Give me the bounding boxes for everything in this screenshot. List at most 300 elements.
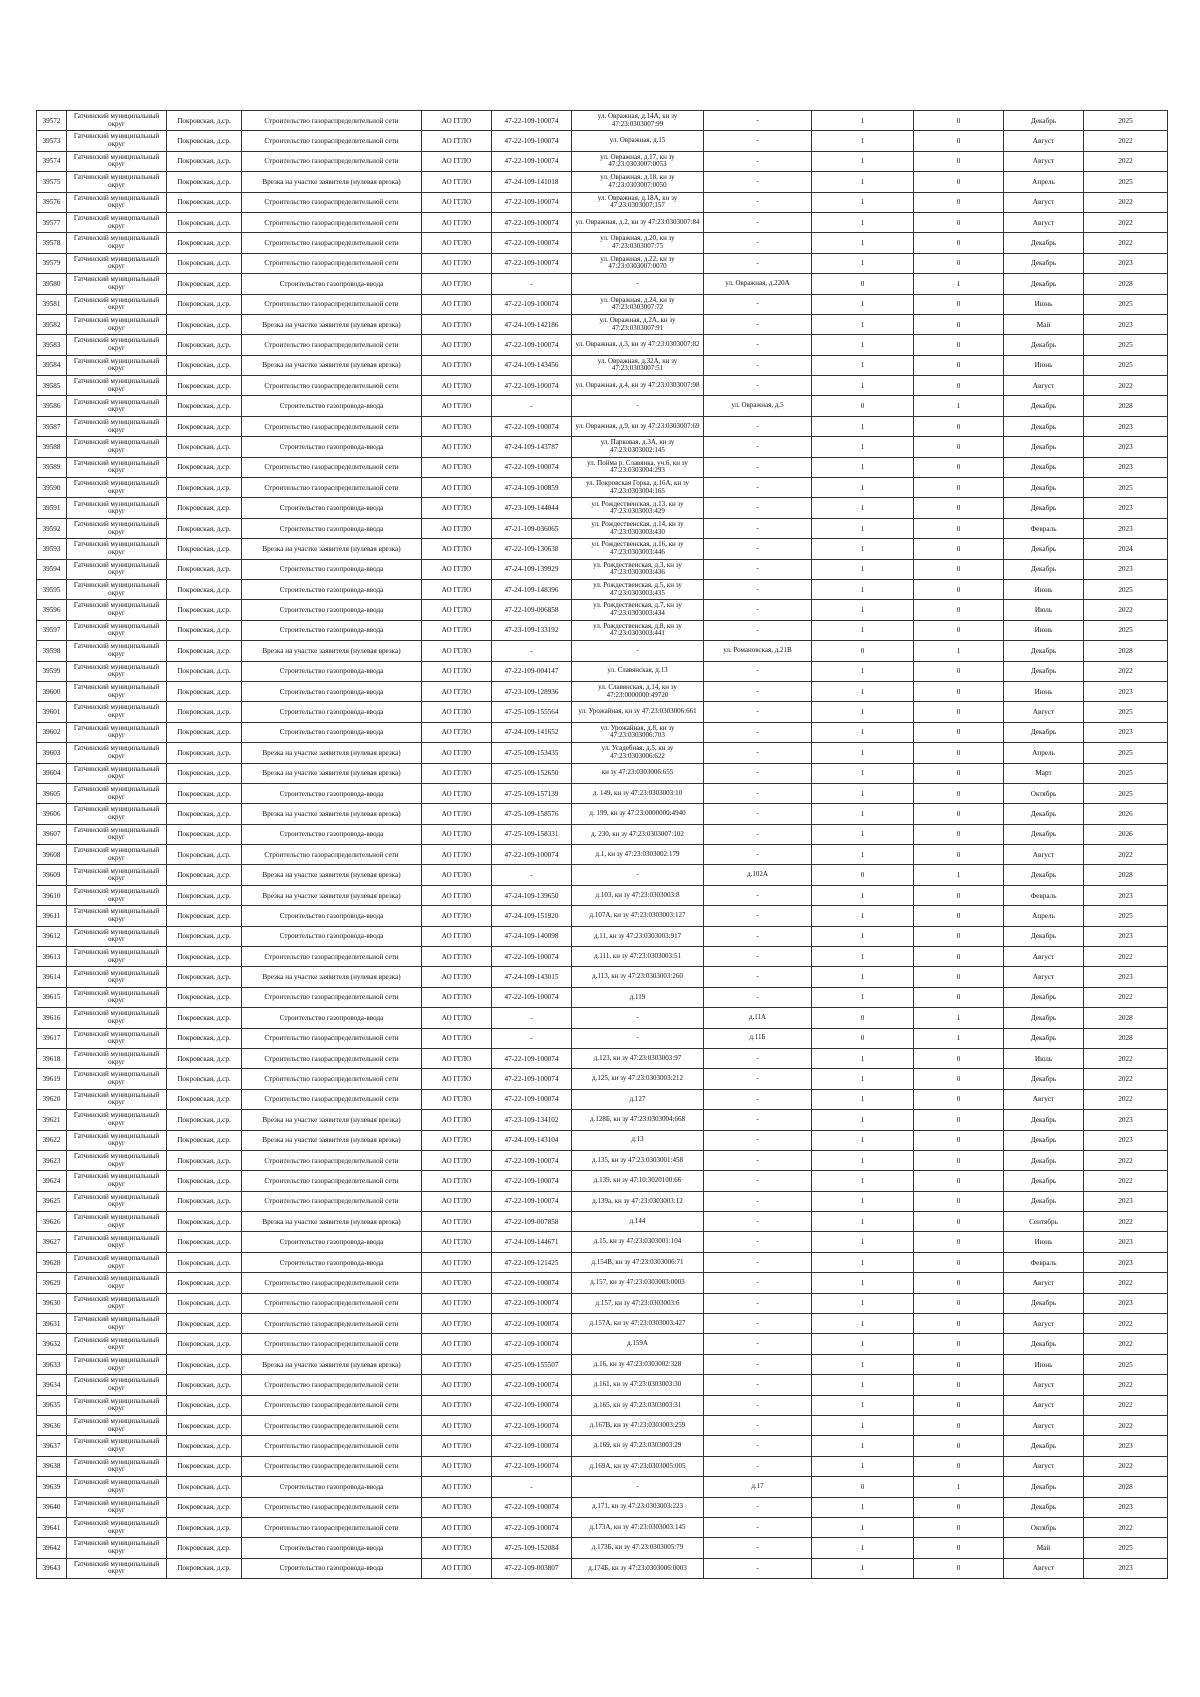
- cell-district: Гатчинский муниципальный округ: [67, 478, 167, 498]
- cell-count-b: 0: [914, 192, 1004, 212]
- cell-year: 2023: [1084, 437, 1168, 457]
- cell-month: Декабрь: [1004, 1436, 1084, 1456]
- cell-month: Июнь: [1004, 355, 1084, 375]
- cell-count-b: 0: [914, 559, 1004, 579]
- cell-year: 2023: [1084, 1558, 1168, 1578]
- cell-address: д.165, кн зу 47:23:0303003:31: [572, 1395, 704, 1415]
- cell-settlement: Покровская, д.ср.: [167, 1150, 242, 1170]
- cell-year: 2023: [1084, 559, 1168, 579]
- cell-request-number: 47-25-109-153435: [492, 743, 572, 763]
- cell-month: Июль: [1004, 1048, 1084, 1068]
- cell-settlement: Покровская, д.ср.: [167, 947, 242, 967]
- cell-year: 2022: [1084, 1273, 1168, 1293]
- cell-request-number: -: [492, 1477, 572, 1497]
- cell-address: ул. Овражная, д.3, кн зу 47:23:0303007:82: [572, 335, 704, 355]
- cell-count-a: 1: [812, 987, 914, 1007]
- cell-count-b: 0: [914, 1048, 1004, 1068]
- cell-organization: АО ГГЛО: [422, 681, 492, 701]
- table-row: [37, 865, 1168, 885]
- cell-planned-address: -: [704, 1416, 812, 1436]
- cell-work-type: Врезка на участке заявителя (нулевая врезка): [242, 1130, 422, 1150]
- table-row: [37, 722, 1168, 742]
- cell-district: Гатчинский муниципальный округ: [67, 1212, 167, 1232]
- cell-district: Гатчинский муниципальный округ: [67, 865, 167, 885]
- cell-work-type: Строительство газопровода-ввода: [242, 702, 422, 722]
- cell-count-a: 1: [812, 1110, 914, 1130]
- cell-count-b: 0: [914, 376, 1004, 396]
- cell-district: Гатчинский муниципальный округ: [67, 661, 167, 681]
- cell-request-number: -: [492, 641, 572, 661]
- cell-request-number: 47-22-109-100074: [492, 457, 572, 477]
- cell-count-b: 0: [914, 212, 1004, 232]
- cell-year: 2022: [1084, 987, 1168, 1007]
- table-row: [37, 906, 1168, 926]
- cell-settlement: Покровская, д.ср.: [167, 539, 242, 559]
- cell-year: 2023: [1084, 498, 1168, 518]
- cell-district: Гатчинский муниципальный округ: [67, 763, 167, 783]
- cell-year: 2025: [1084, 1538, 1168, 1558]
- cell-request-number: 47-24-109-142186: [492, 314, 572, 334]
- cell-organization: АО ГГЛО: [422, 1456, 492, 1476]
- cell-request-number: 47-23-109-133192: [492, 620, 572, 640]
- table-row: [37, 824, 1168, 844]
- cell-district: Гатчинский муниципальный округ: [67, 1232, 167, 1252]
- cell-planned-address: -: [704, 1212, 812, 1232]
- cell-organization: АО ГГЛО: [422, 906, 492, 926]
- gasification-table: [36, 110, 1168, 1579]
- cell-count-a: 1: [812, 906, 914, 926]
- cell-organization: АО ГГЛО: [422, 416, 492, 436]
- cell-id: 39606: [37, 804, 67, 824]
- cell-count-a: 1: [812, 294, 914, 314]
- cell-settlement: Покровская, д.ср.: [167, 1395, 242, 1415]
- cell-count-a: 1: [812, 967, 914, 987]
- cell-organization: АО ГГЛО: [422, 1130, 492, 1150]
- cell-id: 39601: [37, 702, 67, 722]
- cell-organization: АО ГГЛО: [422, 620, 492, 640]
- table-row: [37, 1171, 1168, 1191]
- cell-planned-address: -: [704, 1375, 812, 1395]
- cell-month: Февраль: [1004, 885, 1084, 905]
- cell-district: Гатчинский муниципальный округ: [67, 987, 167, 1007]
- cell-count-b: 0: [914, 1314, 1004, 1334]
- cell-work-type: Строительство газопровода-ввода: [242, 681, 422, 701]
- cell-settlement: Покровская, д.ср.: [167, 1212, 242, 1232]
- cell-organization: АО ГГЛО: [422, 355, 492, 375]
- cell-district: Гатчинский муниципальный округ: [67, 1354, 167, 1374]
- cell-address: ул. Рождественская, д.3, кн зу 47:23:0303003:436: [572, 559, 704, 579]
- cell-request-number: 47-24-109-148396: [492, 579, 572, 599]
- cell-address: -: [572, 1008, 704, 1028]
- table-row: [37, 1273, 1168, 1293]
- cell-count-b: 0: [914, 518, 1004, 538]
- table-row: [37, 1395, 1168, 1415]
- cell-organization: АО ГГЛО: [422, 1354, 492, 1374]
- cell-request-number: 47-21-109-036065: [492, 518, 572, 538]
- cell-id: 39619: [37, 1069, 67, 1089]
- cell-planned-address: -: [704, 539, 812, 559]
- cell-settlement: Покровская, д.ср.: [167, 1334, 242, 1354]
- cell-request-number: 47-24-109-143787: [492, 437, 572, 457]
- cell-count-a: 1: [812, 804, 914, 824]
- cell-organization: АО ГГЛО: [422, 926, 492, 946]
- cell-count-a: 1: [812, 1273, 914, 1293]
- cell-district: Гатчинский муниципальный округ: [67, 1048, 167, 1068]
- cell-organization: АО ГГЛО: [422, 1191, 492, 1211]
- cell-count-b: 0: [914, 355, 1004, 375]
- cell-address: д.11, кн зу 47:23:0303003:917: [572, 926, 704, 946]
- table-row: [37, 1416, 1168, 1436]
- cell-district: Гатчинский муниципальный округ: [67, 1008, 167, 1028]
- cell-month: Июнь: [1004, 1232, 1084, 1252]
- cell-request-number: 47-24-109-143456: [492, 355, 572, 375]
- cell-work-type: Строительство газопровода-ввода: [242, 579, 422, 599]
- cell-count-a: 1: [812, 1538, 914, 1558]
- cell-work-type: Строительство газораспределительной сети: [242, 1314, 422, 1334]
- cell-request-number: 47-25-109-155507: [492, 1354, 572, 1374]
- cell-settlement: Покровская, д.ср.: [167, 804, 242, 824]
- table-row: [37, 1477, 1168, 1497]
- cell-month: Август: [1004, 967, 1084, 987]
- cell-count-b: 0: [914, 1110, 1004, 1130]
- cell-month: Август: [1004, 212, 1084, 232]
- cell-request-number: 47-22-109-100074: [492, 1517, 572, 1537]
- cell-id: 39620: [37, 1089, 67, 1109]
- cell-settlement: Покровская, д.ср.: [167, 1110, 242, 1130]
- cell-count-a: 1: [812, 722, 914, 742]
- table-row: [37, 1232, 1168, 1252]
- cell-planned-address: -: [704, 1558, 812, 1578]
- cell-organization: АО ГГЛО: [422, 641, 492, 661]
- cell-month: Декабрь: [1004, 1334, 1084, 1354]
- cell-settlement: Покровская, д.ср.: [167, 967, 242, 987]
- cell-district: Гатчинский муниципальный округ: [67, 1171, 167, 1191]
- cell-settlement: Покровская, д.ср.: [167, 1273, 242, 1293]
- cell-id: 39607: [37, 824, 67, 844]
- cell-organization: АО ГГЛО: [422, 845, 492, 865]
- cell-count-a: 1: [812, 947, 914, 967]
- cell-work-type: Строительство газораспределительной сети: [242, 457, 422, 477]
- cell-planned-address: -: [704, 763, 812, 783]
- cell-district: Гатчинский муниципальный округ: [67, 294, 167, 314]
- cell-organization: АО ГГЛО: [422, 722, 492, 742]
- cell-count-a: 1: [812, 233, 914, 253]
- cell-district: Гатчинский муниципальный округ: [67, 824, 167, 844]
- cell-settlement: Покровская, д.ср.: [167, 457, 242, 477]
- cell-month: Декабрь: [1004, 559, 1084, 579]
- cell-district: Гатчинский муниципальный округ: [67, 172, 167, 192]
- cell-month: Декабрь: [1004, 1069, 1084, 1089]
- cell-organization: АО ГГЛО: [422, 967, 492, 987]
- cell-request-number: -: [492, 1008, 572, 1028]
- cell-count-b: 0: [914, 1273, 1004, 1293]
- cell-month: Декабрь: [1004, 804, 1084, 824]
- cell-address: д.123, кн зу 47:23:0303003:97: [572, 1048, 704, 1068]
- cell-planned-address: -: [704, 212, 812, 232]
- cell-count-b: 0: [914, 457, 1004, 477]
- cell-planned-address: -: [704, 314, 812, 334]
- cell-id: 39617: [37, 1028, 67, 1048]
- cell-year: 2028: [1084, 396, 1168, 416]
- cell-address: ул. Парковая, д.3А, кн зу 47:23:0303002:145: [572, 437, 704, 457]
- cell-settlement: Покровская, д.ср.: [167, 845, 242, 865]
- cell-request-number: 47-23-109-144044: [492, 498, 572, 518]
- cell-address: д. 199, кн зу 47:23:0000000:4940: [572, 804, 704, 824]
- cell-settlement: Покровская, д.ср.: [167, 620, 242, 640]
- cell-district: Гатчинский муниципальный округ: [67, 579, 167, 599]
- table-row: [37, 926, 1168, 946]
- cell-address: ул. Овражная, д.2А, кн зу 47:23:0303007:91: [572, 314, 704, 334]
- cell-work-type: Строительство газораспределительной сети: [242, 1416, 422, 1436]
- cell-id: 39585: [37, 376, 67, 396]
- cell-work-type: Строительство газопровода-ввода: [242, 783, 422, 803]
- cell-request-number: 47-22-109-100074: [492, 1150, 572, 1170]
- cell-planned-address: -: [704, 151, 812, 171]
- table-row: [37, 1008, 1168, 1028]
- cell-request-number: 47-22-109-100074: [492, 1314, 572, 1334]
- cell-request-number: 47-23-109-128936: [492, 681, 572, 701]
- cell-count-b: 0: [914, 1293, 1004, 1313]
- cell-month: Декабрь: [1004, 1497, 1084, 1517]
- cell-id: 39594: [37, 559, 67, 579]
- cell-count-a: 1: [812, 600, 914, 620]
- cell-month: Декабрь: [1004, 1150, 1084, 1170]
- cell-request-number: 47-22-109-100074: [492, 1293, 572, 1313]
- cell-district: Гатчинский муниципальный округ: [67, 967, 167, 987]
- cell-work-type: Строительство газопровода-ввода: [242, 1558, 422, 1578]
- cell-settlement: Покровская, д.ср.: [167, 355, 242, 375]
- cell-month: Декабрь: [1004, 437, 1084, 457]
- cell-year: 2022: [1084, 151, 1168, 171]
- cell-request-number: 47-22-109-130638: [492, 539, 572, 559]
- cell-request-number: 47-22-109-100074: [492, 845, 572, 865]
- cell-id: 39643: [37, 1558, 67, 1578]
- cell-planned-address: -: [704, 253, 812, 273]
- cell-month: Декабрь: [1004, 233, 1084, 253]
- cell-id: 39608: [37, 845, 67, 865]
- cell-work-type: Врезка на участке заявителя (нулевая врезка): [242, 743, 422, 763]
- cell-address: д.154В, кн зу 47:23:0303006:71: [572, 1252, 704, 1272]
- cell-organization: АО ГГЛО: [422, 1538, 492, 1558]
- cell-address: ул. Рождественская, д.5, кн зу 47:23:0303003:435: [572, 579, 704, 599]
- cell-count-a: 1: [812, 1558, 914, 1578]
- cell-settlement: Покровская, д.ср.: [167, 376, 242, 396]
- table-row: [37, 1130, 1168, 1150]
- cell-year: 2023: [1084, 1130, 1168, 1150]
- cell-count-a: 0: [812, 1008, 914, 1028]
- cell-year: 2025: [1084, 294, 1168, 314]
- cell-planned-address: -: [704, 1252, 812, 1272]
- cell-address: д.159А: [572, 1334, 704, 1354]
- cell-district: Гатчинский муниципальный округ: [67, 212, 167, 232]
- cell-work-type: Строительство газораспределительной сети: [242, 1048, 422, 1068]
- cell-settlement: Покровская, д.ср.: [167, 1069, 242, 1089]
- cell-year: 2024: [1084, 539, 1168, 559]
- cell-address: ул. Овражная, д.9, кн зу 47:23:0303007:69: [572, 416, 704, 436]
- table-row: [37, 1517, 1168, 1537]
- cell-address: д.171, кн зу 47:23:0303003:223: [572, 1497, 704, 1517]
- cell-request-number: 47-24-109-151920: [492, 906, 572, 926]
- cell-planned-address: -: [704, 233, 812, 253]
- cell-organization: АО ГГЛО: [422, 1232, 492, 1252]
- cell-request-number: 47-22-109-100074: [492, 376, 572, 396]
- cell-work-type: Строительство газопровода-ввода: [242, 559, 422, 579]
- table-row: [37, 947, 1168, 967]
- cell-work-type: Строительство газопровода-ввода: [242, 1008, 422, 1028]
- cell-organization: АО ГГЛО: [422, 539, 492, 559]
- cell-month: Декабрь: [1004, 396, 1084, 416]
- cell-settlement: Покровская, д.ср.: [167, 192, 242, 212]
- cell-year: 2023: [1084, 1110, 1168, 1130]
- cell-organization: АО ГГЛО: [422, 783, 492, 803]
- cell-district: Гатчинский муниципальный округ: [67, 926, 167, 946]
- table-row: [37, 111, 1168, 131]
- cell-count-b: 0: [914, 1395, 1004, 1415]
- cell-settlement: Покровская, д.ср.: [167, 641, 242, 661]
- cell-settlement: Покровская, д.ср.: [167, 274, 242, 294]
- cell-year: 2022: [1084, 1069, 1168, 1089]
- cell-id: 39609: [37, 865, 67, 885]
- cell-planned-address: -: [704, 1497, 812, 1517]
- cell-work-type: Строительство газораспределительной сети: [242, 1089, 422, 1109]
- cell-count-a: 1: [812, 885, 914, 905]
- cell-count-b: 0: [914, 967, 1004, 987]
- cell-work-type: Строительство газораспределительной сети: [242, 1191, 422, 1211]
- cell-count-b: 0: [914, 253, 1004, 273]
- cell-year: 2023: [1084, 518, 1168, 538]
- cell-count-a: 1: [812, 845, 914, 865]
- cell-district: Гатчинский муниципальный округ: [67, 722, 167, 742]
- cell-district: Гатчинский муниципальный округ: [67, 1089, 167, 1109]
- cell-address: ул. Овражная, д.32А, кн зу 47:23:0303007:51: [572, 355, 704, 375]
- cell-count-a: 1: [812, 539, 914, 559]
- cell-district: Гатчинский муниципальный округ: [67, 396, 167, 416]
- cell-organization: АО ГГЛО: [422, 518, 492, 538]
- cell-work-type: Строительство газораспределительной сети: [242, 1497, 422, 1517]
- cell-district: Гатчинский муниципальный округ: [67, 1150, 167, 1170]
- cell-settlement: Покровская, д.ср.: [167, 314, 242, 334]
- cell-planned-address: -: [704, 661, 812, 681]
- cell-planned-address: -: [704, 579, 812, 599]
- cell-organization: АО ГГЛО: [422, 1048, 492, 1068]
- cell-year: 2026: [1084, 804, 1168, 824]
- cell-month: Декабрь: [1004, 1110, 1084, 1130]
- cell-month: Декабрь: [1004, 335, 1084, 355]
- cell-district: Гатчинский муниципальный округ: [67, 681, 167, 701]
- cell-request-number: 47-24-109-141652: [492, 722, 572, 742]
- cell-planned-address: -: [704, 437, 812, 457]
- cell-month: Декабрь: [1004, 539, 1084, 559]
- cell-organization: АО ГГЛО: [422, 1497, 492, 1517]
- cell-request-number: 47-22-109-100074: [492, 131, 572, 151]
- cell-count-a: 0: [812, 641, 914, 661]
- cell-work-type: Строительство газораспределительной сети: [242, 212, 422, 232]
- cell-id: 39573: [37, 131, 67, 151]
- cell-work-type: Врезка на участке заявителя (нулевая врезка): [242, 885, 422, 905]
- cell-month: Август: [1004, 1273, 1084, 1293]
- cell-district: Гатчинский муниципальный округ: [67, 274, 167, 294]
- cell-count-a: 1: [812, 1416, 914, 1436]
- cell-planned-address: -: [704, 478, 812, 498]
- cell-planned-address: д.17: [704, 1477, 812, 1497]
- cell-count-b: 0: [914, 437, 1004, 457]
- cell-work-type: Строительство газопровода-ввода: [242, 620, 422, 640]
- cell-work-type: Строительство газопровода-ввода: [242, 824, 422, 844]
- cell-address: ул. Рождественская, д.13, кн зу 47:23:0303003:429: [572, 498, 704, 518]
- cell-district: Гатчинский муниципальный округ: [67, 743, 167, 763]
- cell-address: ул. Покровская Горка, д.16А, кн зу 47:23:0303004:165: [572, 478, 704, 498]
- cell-planned-address: -: [704, 1517, 812, 1537]
- cell-planned-address: -: [704, 457, 812, 477]
- cell-planned-address: -: [704, 926, 812, 946]
- table-row: [37, 1436, 1168, 1456]
- cell-work-type: Строительство газораспределительной сети: [242, 294, 422, 314]
- cell-settlement: Покровская, д.ср.: [167, 763, 242, 783]
- cell-settlement: Покровская, д.ср.: [167, 1171, 242, 1191]
- cell-month: Август: [1004, 376, 1084, 396]
- cell-settlement: Покровская, д.ср.: [167, 518, 242, 538]
- cell-year: 2023: [1084, 967, 1168, 987]
- cell-organization: АО ГГЛО: [422, 1375, 492, 1395]
- cell-district: Гатчинский муниципальный округ: [67, 845, 167, 865]
- table-row: [37, 294, 1168, 314]
- cell-planned-address: -: [704, 885, 812, 905]
- cell-year: 2023: [1084, 416, 1168, 436]
- table-body: [37, 111, 1168, 1579]
- cell-year: 2025: [1084, 111, 1168, 131]
- cell-organization: АО ГГЛО: [422, 335, 492, 355]
- cell-address: д.103, кн зу 47:23:0303003:8: [572, 885, 704, 905]
- cell-id: 39633: [37, 1354, 67, 1374]
- cell-count-a: 1: [812, 416, 914, 436]
- cell-work-type: Строительство газораспределительной сети: [242, 1436, 422, 1456]
- cell-address: ул. Овражная, д.15: [572, 131, 704, 151]
- cell-organization: АО ГГЛО: [422, 1028, 492, 1048]
- cell-count-b: 1: [914, 1008, 1004, 1028]
- cell-address: д.139, кн зу 47:10:3020100:66: [572, 1171, 704, 1191]
- cell-organization: АО ГГЛО: [422, 396, 492, 416]
- cell-month: Декабрь: [1004, 661, 1084, 681]
- cell-address: д. 230, кн зу 47:23:0303007:102: [572, 824, 704, 844]
- cell-id: 39612: [37, 926, 67, 946]
- cell-month: Декабрь: [1004, 824, 1084, 844]
- cell-year: 2023: [1084, 314, 1168, 334]
- cell-request-number: 47-22-109-100074: [492, 151, 572, 171]
- cell-district: Гатчинский муниципальный округ: [67, 1517, 167, 1537]
- cell-count-b: 0: [914, 151, 1004, 171]
- cell-month: Декабрь: [1004, 253, 1084, 273]
- cell-count-a: 1: [812, 1191, 914, 1211]
- cell-planned-address: -: [704, 1354, 812, 1374]
- cell-address: ул. Овражная, д.18, кн зу 47:23:0303007:0050: [572, 172, 704, 192]
- cell-settlement: Покровская, д.ср.: [167, 1538, 242, 1558]
- cell-address: -: [572, 641, 704, 661]
- cell-planned-address: -: [704, 906, 812, 926]
- cell-work-type: Строительство газораспределительной сети: [242, 376, 422, 396]
- cell-request-number: 47-25-109-158576: [492, 804, 572, 824]
- cell-address: д.111, кн зу 47:23:0303003:51: [572, 947, 704, 967]
- cell-district: Гатчинский муниципальный округ: [67, 1558, 167, 1578]
- cell-address: д. 149, кн зу 47:23:0303003:10: [572, 783, 704, 803]
- cell-count-a: 1: [812, 355, 914, 375]
- cell-month: Август: [1004, 1395, 1084, 1415]
- table-row: [37, 559, 1168, 579]
- cell-id: 39591: [37, 498, 67, 518]
- cell-year: 2022: [1084, 1416, 1168, 1436]
- cell-count-b: 0: [914, 620, 1004, 640]
- cell-count-b: 0: [914, 498, 1004, 518]
- cell-year: 2025: [1084, 172, 1168, 192]
